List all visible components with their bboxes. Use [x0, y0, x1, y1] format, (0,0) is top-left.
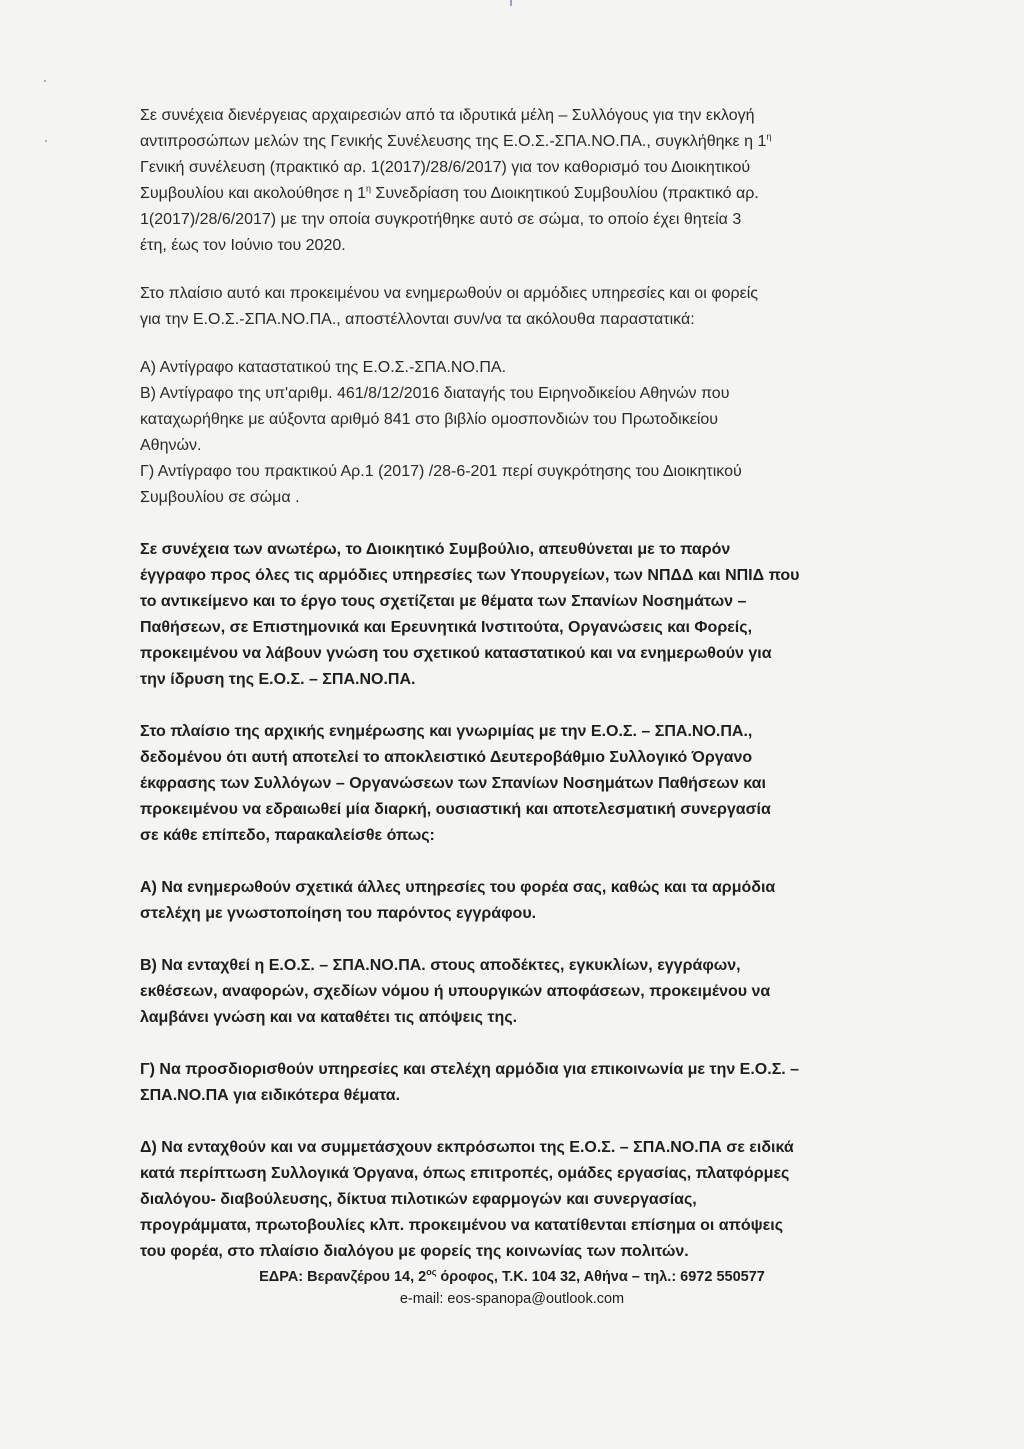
text-line: Δ) Να ενταχθούν και να συμμετάσχουν εκπρόσωποι της Ε.Ο.Σ. – ΣΠΑ.ΝΟ.ΠΑ σε ειδικά: [140, 1139, 794, 1156]
address-paragraph: [140, 537, 872, 693]
text-line: Στο πλαίσιο της αρχικής ενημέρωσης και γνωριμίας με την Ε.Ο.Σ. – ΣΠΑ.ΝΟ.ΠΑ.,: [140, 723, 753, 740]
footer-email: e-mail: eos-spanopa@outlook.com: [399, 1291, 625, 1307]
letter-body: [140, 103, 872, 1265]
attachment-a: Α) Αντίγραφο καταστατικού της Ε.Ο.Σ.-ΣΠΑ.ΝΟ.ΠΑ.: [140, 359, 507, 376]
text-line: στελέχη με γνωστοποίηση του παρόντος εγγράφου.: [140, 905, 537, 922]
footer-address: ΕΔΡΑ: Βερανζέρου 14, $2^{o\varsigma}$ όροφος, Τ.Κ. 104 32, Αθήνα – τηλ.: 6972 550577: [259, 1267, 765, 1285]
text-line: του φορέα, στο πλαίσιο διαλόγου με φορείς της κοινωνίας των πολιτών.: [140, 1243, 689, 1260]
text-line: ΣΠΑ.ΝΟ.ΠΑ για ειδικότερα θέματα.: [140, 1087, 401, 1104]
scan-speck: [44, 80, 46, 82]
text-line: διαλόγου- διαβούλευσης, δίκτυα πιλοτικών εφαρμογών και συνεργασίας,: [140, 1191, 697, 1208]
text-line: Γ) Να προσδιορισθούν υπηρεσίες και στελέχη αρμόδια για επικοινωνία με την Ε.Ο.Σ. –: [140, 1061, 800, 1078]
text-line: την ίδρυση της Ε.Ο.Σ. – ΣΠΑ.ΝΟ.ΠΑ.: [140, 671, 416, 688]
request-item-a: [140, 875, 872, 927]
text-line: Σε συνέχεια διενέργειας αρχαιρεσιών από τα ιδρυτικά μέλη – Συλλόγους για την εκλογή: [140, 107, 755, 124]
attachment-b: Β) Αντίγραφο της υπ'αριθμ. 461/8/12/2016 διαταγής του Ειρηνοδικείου Αθηνών που: [140, 385, 730, 402]
text-line: αντιπροσώπων μελών της Γενικής Συνέλευσης της Ε.Ο.Σ.-ΣΠΑ.ΝΟ.ΠΑ., συγκλήθηκε η $1^\eta$: [140, 131, 772, 150]
text-line: για την Ε.Ο.Σ.-ΣΠΑ.ΝΟ.ΠΑ., αποστέλλονται συν/να τα ακόλουθα παραστατικά:: [140, 311, 695, 328]
text-line: Αθηνών.: [140, 437, 202, 454]
text-line: Στο πλαίσιο αυτό και προκειμένου να ενημερωθούν οι αρμόδιες υπηρεσίες και οι φορείς: [140, 285, 758, 302]
text-line: δεδομένου ότι αυτή αποτελεί το αποκλειστικό Δευτεροβάθμιο Συλλογικό Όργανο: [140, 749, 753, 766]
text-line: Β) Να ενταχθεί η Ε.Ο.Σ. – ΣΠΑ.ΝΟ.ΠΑ. στους αποδέκτες, εγκυκλίων, εγγράφων,: [140, 957, 741, 974]
text-line: προκειμένου να λάβουν γνώση του σχετικού καταστατικού και να ενημερωθούν για: [140, 645, 772, 662]
text-line: Α) Να ενημερωθούν σχετικά άλλες υπηρεσίες του φορέα σας, καθώς και τα αρμόδια: [140, 879, 776, 896]
text-line: έτη, έως τον Ιούνιο του 2020.: [140, 237, 346, 254]
text-line: 1(2017)/28/6/2017) με την οποία συγκροτήθηκε αυτό σε σώμα, το οποίο έχει θητεία 3: [140, 211, 742, 228]
scan-speck: [45, 140, 47, 142]
text-line: κατά περίπτωση Συλλογικά Όργανα, όπως επιτροπές, ομάδες εργασίας, πλατφόρμες: [140, 1165, 790, 1182]
request-paragraph: [140, 719, 872, 849]
text-line: έγγραφο προς όλες τις αρμόδιες υπηρεσίες των Υπουργείων, των ΝΠΔΔ και ΝΠΙΔ που: [140, 567, 800, 584]
request-item-c: [140, 1057, 872, 1109]
text-line: Σε συνέχεια των ανωτέρω, το Διοικητικό Συμβούλιο, απευθύνεται με το παρόν: [140, 541, 731, 558]
attachments-list: [140, 355, 872, 511]
text-line: Συμβουλίου σε σώμα .: [140, 489, 300, 506]
text-line: προκειμένου να εδραιωθεί μία διαρκή, ουσιαστική και αποτελεσματική συνεργασία: [140, 801, 771, 818]
context-paragraph: [140, 281, 872, 333]
text-line: σε κάθε επίπεδο, παρακαλείσθε όπως:: [140, 827, 435, 844]
scan-mark: [510, 0, 512, 6]
text-line: Παθήσεων, σε Επιστημονικά και Ερευνητικά Ινστιτούτα, Οργανώσεις και Φορείς,: [140, 619, 753, 636]
text-line: εκθέσεων, αναφορών, σχεδίων νόμου ή υπουργικών αποφάσεων, προκειμένου να: [140, 983, 771, 1000]
request-item-b: [140, 953, 872, 1031]
text-line: το αντικείμενο και το έργο τους σχετίζεται με θέματα των Σπανίων Νοσημάτων –: [140, 593, 747, 610]
text-line: καταχωρήθηκε με αύξοντα αριθμό 841 στο βιβλίο ομοσπονδιών του Πρωτοδικείου: [140, 411, 719, 428]
text-line: έκφρασης των Συλλόγων – Οργανώσεων των Σπανίων Νοσημάτων Παθήσεων και: [140, 775, 766, 792]
text-line: Συμβουλίου και ακολούθησε η $1^\eta$ Συνεδρίαση του Διοικητικού Συμβουλίου (πρακτικό αρ.: [140, 183, 759, 202]
intro-paragraph: [140, 103, 872, 259]
request-item-d: [140, 1135, 872, 1265]
text-line: προγράμματα, πρωτοβουλίες κλπ. προκειμένου να κατατίθενται επίσημα οι απόψεις: [140, 1217, 784, 1234]
text-line: λαμβάνει γνώση και να καταθέτει τις απόψεις της.: [140, 1009, 518, 1026]
text-line: Γενική συνέλευση (πρακτικό αρ. 1(2017)/28/6/2017) για τον καθορισμό του Διοικητικού: [140, 159, 751, 176]
letterhead-footer: [0, 1266, 1024, 1310]
attachment-c: Γ) Αντίγραφο του πρακτικού Αρ.1 (2017) /28-6-201 περί συγκρότησης του Διοικητικού: [140, 463, 742, 480]
